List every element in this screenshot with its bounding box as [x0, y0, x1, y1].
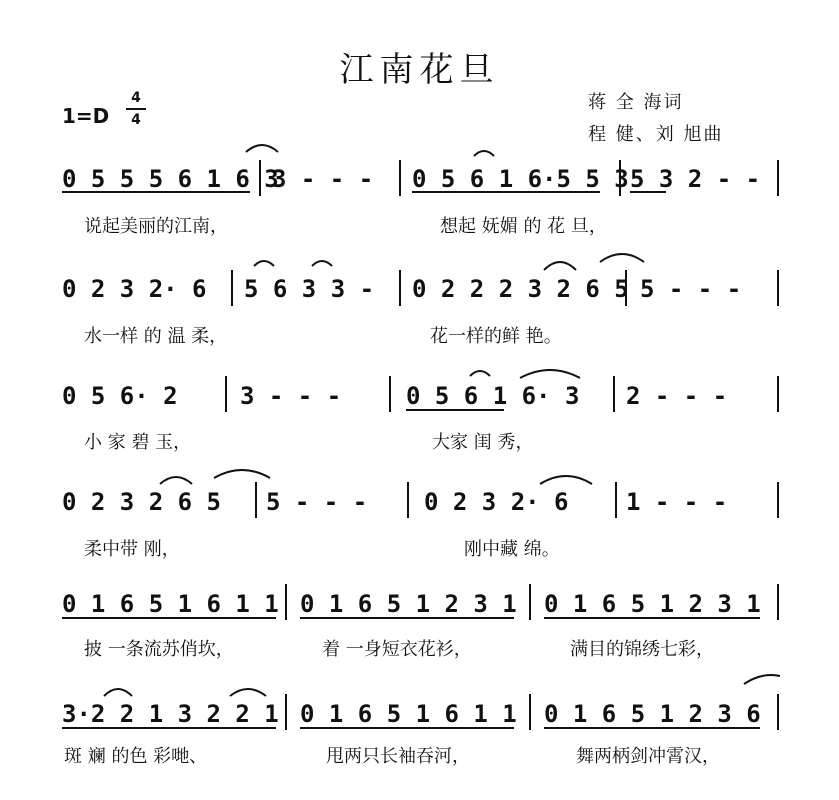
time-signature-top: 4: [131, 90, 141, 106]
system-4: [62, 470, 778, 560]
measure-notes: 5 3 2 - -: [630, 165, 761, 193]
key-signature: 1=D: [62, 104, 110, 128]
lyric-line: 想起 妩媚 的 花 旦，: [440, 216, 607, 237]
slur: [744, 675, 780, 684]
lyricist-credit: 蒋 全 海词: [588, 92, 684, 113]
measure-notes: 0 1 6 5 1 2 3 1: [300, 590, 517, 618]
time-signature-bottom: 4: [131, 112, 141, 128]
measure-notes: 5 - - -: [266, 488, 368, 516]
measure-notes: 0 1 6 5 1 6 1 1: [300, 700, 517, 728]
measure-notes: 3 - - -: [272, 165, 374, 193]
measure-notes: 0 1 6 5 1 2 3 1: [544, 590, 761, 618]
slur: [254, 261, 274, 266]
slur: [104, 689, 132, 696]
system-3: [62, 370, 778, 453]
lyric-line: 刚中藏 绵。: [464, 539, 560, 560]
lyric-line: 说起美丽的江南，: [84, 216, 228, 237]
lyric-line: 花一样的鲜 艳。: [430, 326, 562, 347]
measure-notes: 0 1 6 5 1 6 1 1: [62, 590, 279, 618]
slur: [230, 689, 266, 696]
slur: [520, 370, 580, 378]
slur: [600, 254, 644, 262]
song-title: 江南花旦: [339, 50, 500, 90]
lyric-line: 大家 闺 秀，: [432, 432, 534, 453]
lyric-line: 小 家 碧 玉，: [84, 432, 192, 453]
lyric-line: 舞两柄剑冲霄汉，: [576, 746, 720, 767]
system-5: [62, 584, 778, 660]
measure-notes: 1 - - -: [626, 488, 728, 516]
composer-credit: 程 健、刘 旭曲: [588, 124, 724, 145]
slur: [474, 151, 494, 156]
slur: [544, 262, 576, 270]
measure-notes: 0 5 6· 2: [62, 382, 178, 410]
measure-notes: 0 5 6 1 6· 3: [406, 382, 580, 410]
measure-notes: 5 - - -: [640, 275, 742, 303]
lyric-line: 满目的锦绣七彩，: [570, 639, 714, 660]
slur: [214, 470, 270, 478]
system-6: [62, 675, 780, 767]
lyric-line: 柔中带 刚，: [84, 539, 180, 560]
measure-notes: 0 2 3 2· 6: [424, 488, 569, 516]
measure-notes: 2 - - -: [626, 382, 728, 410]
measure-notes: 5 6 3 3 -: [244, 275, 375, 303]
measure-notes: 3·2 2 1 3 2 2 1: [62, 700, 279, 728]
lyric-line: 甩两只长袖吞河，: [326, 746, 470, 767]
slur: [246, 145, 278, 152]
lyric-line: 斑 斓 的色 彩哋、: [64, 746, 208, 767]
measure-notes: 0 5 6 1 6·5 5 3: [412, 165, 629, 193]
slur: [470, 371, 490, 376]
measure-notes: 0 1 6 5 1 2 3 6: [544, 700, 761, 728]
system-2: [62, 254, 778, 347]
system-1: [62, 145, 778, 237]
measure-notes: 0 2 3 2 6 5: [62, 488, 221, 516]
slur: [540, 476, 592, 484]
measure-notes: 0 2 2 2 3 2 6 5: [412, 275, 629, 303]
lyric-line: 水一样 的 温 柔，: [84, 326, 228, 347]
measure-notes: 3 - - -: [240, 382, 342, 410]
slur: [160, 477, 192, 484]
measure-notes: 0 5 5 5 6 1 6 3: [62, 165, 279, 193]
slur: [312, 261, 332, 266]
lyric-line: 披 一条流苏俏坎，: [84, 639, 234, 660]
lyric-line: 着 一身短衣花衫，: [322, 639, 472, 660]
measure-notes: 0 2 3 2· 6: [62, 275, 207, 303]
